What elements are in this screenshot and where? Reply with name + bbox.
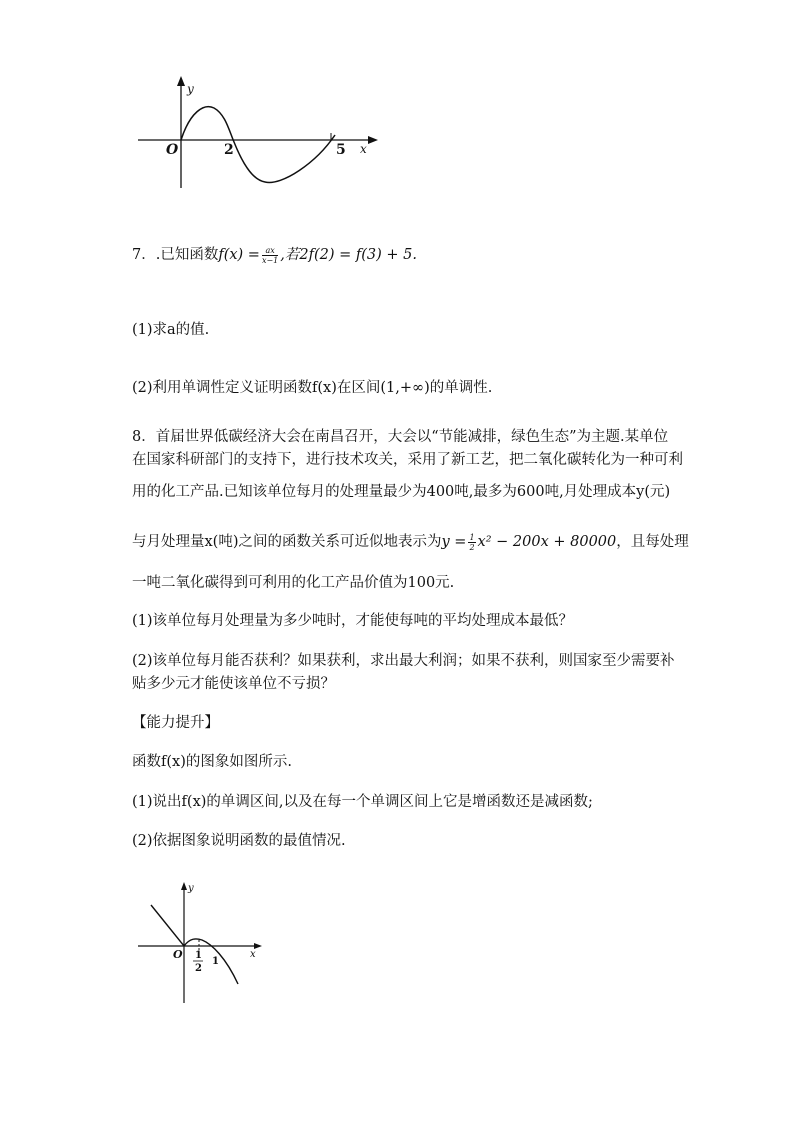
q7-part1: (1)求a的值. (132, 322, 210, 338)
graph-2-origin-label: O (173, 948, 183, 961)
graph-2-half-num: 1 (195, 950, 202, 961)
q7-fraction (262, 246, 278, 265)
q8-line4-prefix: 与月处理量x(吨)之间的函数关系可近似地表示为 (132, 534, 442, 550)
graph-1-origin-label: O (166, 142, 179, 158)
section-intro: 函数f(x)的图象如图所示. (132, 754, 292, 770)
graph-2-tick-1: 1 (212, 956, 219, 967)
q8-line4 (132, 532, 689, 552)
q8-frac-den: 2 (469, 542, 475, 552)
q7-stem (132, 245, 417, 265)
q8-part2-line2: 贴多少元才能使该单位不亏损？ (132, 676, 335, 692)
q8-formula-b: x² − 200x + 80000 (477, 534, 617, 550)
graph-2-curve (151, 905, 238, 984)
graph-1-y-arrow (177, 76, 185, 86)
q7-prefix: 7．.已知函数 (132, 247, 219, 263)
graph-2-x-label: x (250, 949, 256, 960)
q7-frac-den: x−1 (261, 255, 279, 265)
graph-2-y-arrow (181, 882, 187, 890)
graph-2-y-label: y (188, 883, 194, 894)
q7-func: f(x) = (218, 247, 260, 263)
graph-1-tick-2: 2 (224, 142, 234, 158)
q8-part2-line1: (2)该单位每月能否获利？如果获利，求出最大利润；如果不获利，则国家至少需要补 (132, 653, 675, 669)
section-title: 【能力提升】 (132, 715, 219, 731)
q8-line2: 在国家科研部门的支持下，进行技术攻关，采用了新工艺，把二氧化碳转化为一种可利 (132, 452, 683, 468)
graph-1-x-arrow (368, 136, 378, 144)
q8-part1: (1)该单位每月处理量为多少吨时，才能使每吨的平均处理成本最低？ (132, 613, 574, 629)
graph-1-y-label: y (187, 82, 194, 96)
q8-line1: 8．首届世界低碳经济大会在南昌召开，大会以“节能减排，绿色生态”为主题.某单位 (132, 429, 669, 445)
graph-2-x-arrow (254, 943, 262, 949)
q8-fraction (468, 533, 475, 552)
graph-1-x-label: x (360, 142, 367, 156)
q7-frac-num: ax (262, 246, 278, 256)
q8-line4-suffix: ，且每处理 (616, 534, 689, 550)
q7-part2: (2)利用单调性定义证明函数f(x)在区间(1,+∞)的单调性. (132, 380, 493, 396)
graph-2-half-den: 2 (195, 963, 202, 974)
q8-formula-a: y = (441, 534, 467, 550)
q8-frac-num: 1 (469, 532, 475, 542)
q7-condition: ,若2f(2) = f(3) + 5. (280, 247, 417, 263)
section-part1: (1)说出f(x)的单调区间,以及在每一个单调区间上它是增函数还是减函数; (132, 794, 593, 810)
q8-line5: 一吨二氧化碳得到可利用的化工产品价值为100元. (132, 575, 455, 591)
section-part2: (2)依据图象说明函数的最值情况. (132, 833, 346, 849)
q8-line3: 用的化工产品.已知该单位每月的处理量最少为400吨,最多为600吨,月处理成本y(元) (132, 484, 671, 500)
graph-1-curve (181, 107, 335, 183)
graph-1-tick-5: 5 (336, 142, 346, 158)
